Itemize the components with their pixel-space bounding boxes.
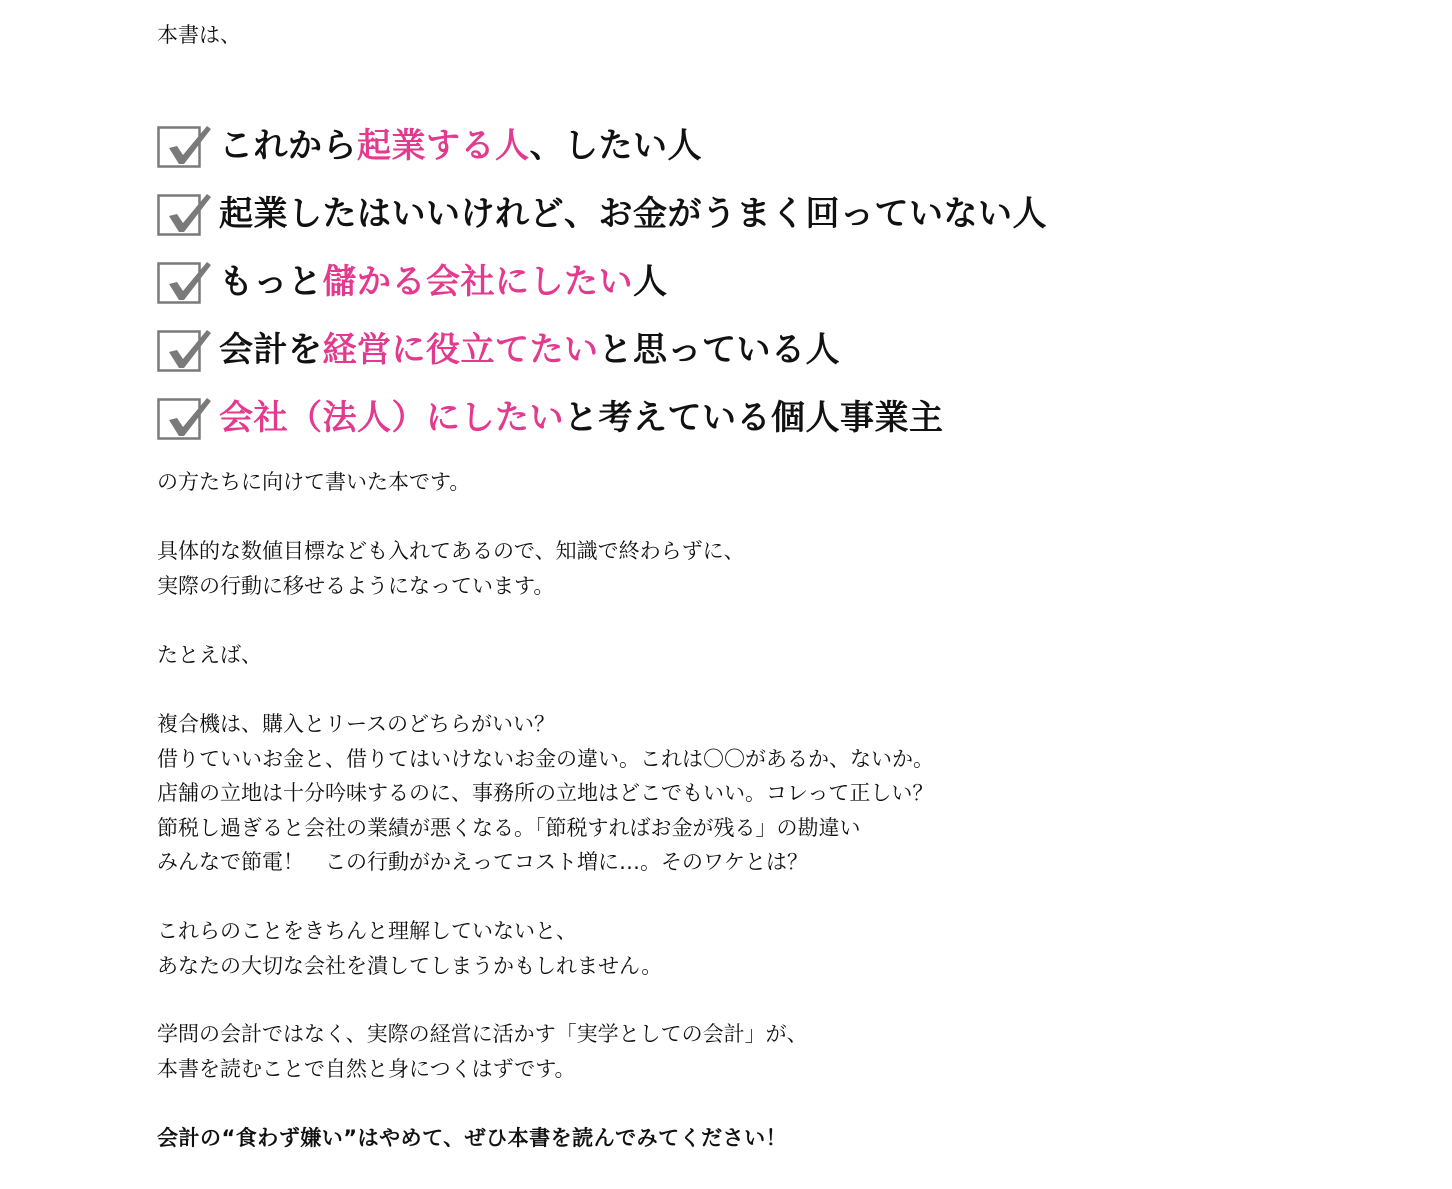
text-line: 複合機は、購入とリースのどちらがいい？ [157,712,555,736]
closing-message [157,1121,787,1156]
paragraph-benefit [157,1017,808,1086]
text-line: これらのことをきちんと理解していないと、 [157,919,577,943]
text-line: 店舗の立地は十分吟味するのに、事務所の立地はどこでもいい。コレって正しい？ [157,781,934,805]
text-line: あなたの大切な会社を潰してしまうかもしれません。 [157,953,663,978]
intro-text: 本書は、 [157,23,241,47]
checklist-item [157,112,1047,180]
checklist-text [219,395,944,441]
checkbox-checked-icon [157,120,219,172]
checklist-item [157,180,1047,248]
checklist-item [157,248,1047,316]
checklist-highlight: 儲かる会社にしたい [322,262,633,302]
text-line: 具体的な数値目標なども入れてあるので、知識で終わらずに、 [157,539,745,563]
text-line: 実際の行動に移せるようになっています。 [157,573,555,598]
checklist-text-part: 会計を [219,330,323,370]
text-line: の方たちに向けて書いた本です。 [157,470,471,494]
checkbox-checked-icon [157,188,219,240]
checkbox-checked-icon [157,324,219,376]
checklist-text-part: と思っている人 [598,330,840,370]
checkbox-checked-icon [157,392,219,444]
checklist-highlight: 起業する人 [357,126,530,166]
text-line: 学問の会計ではなく、実際の経営に活かす「実学としての会計」が、 [157,1022,808,1046]
text-line: たとえば、 [157,643,262,667]
checklist-text-part: もっと [219,262,323,302]
checklist-item [157,316,1047,384]
target-reader-checklist [157,112,1047,452]
checklist-text-part: 起業したはいいけれど、お金がうまく回っていない人 [219,194,1047,234]
checklist-text [219,259,668,305]
checkbox-checked-icon [157,256,219,308]
text-line: 節税し過ぎると会社の業績が悪くなる。「節税すればお金が残る」の勘違い [157,815,861,840]
paragraph-examples [157,707,934,880]
checklist-item [157,384,1047,452]
text-line: 借りていいお金と、借りてはいけないお金の違い。これは〇〇があるか、ないか。 [157,746,934,771]
text-line: みんなで節電！ この行動がかえってコスト増に…。そのワケとは？ [157,850,808,874]
checklist-text [219,123,702,169]
checklist-text-part: と考えている個人事業主 [564,398,944,438]
checklist-text-part: 人 [633,262,668,302]
checklist-highlight: 会社（法人）にしたい [219,398,564,438]
checklist-text [219,191,1047,237]
paragraph-example-intro [157,638,262,673]
checklist-text-part: これから [219,126,357,166]
checklist-text-part: 、したい人 [529,126,702,166]
after-list-text [157,465,470,500]
checklist-text [219,327,840,373]
paragraph-warning [157,914,662,983]
text-line: 会計の“食わず嫌い”はやめて、ぜひ本書を読んでみてください！ [157,1126,788,1150]
checklist-highlight: 経営に役立てたい [322,330,599,370]
text-line: 本書を読むことで自然と身につくはずです。 [157,1056,576,1081]
paragraph-features [157,534,745,603]
